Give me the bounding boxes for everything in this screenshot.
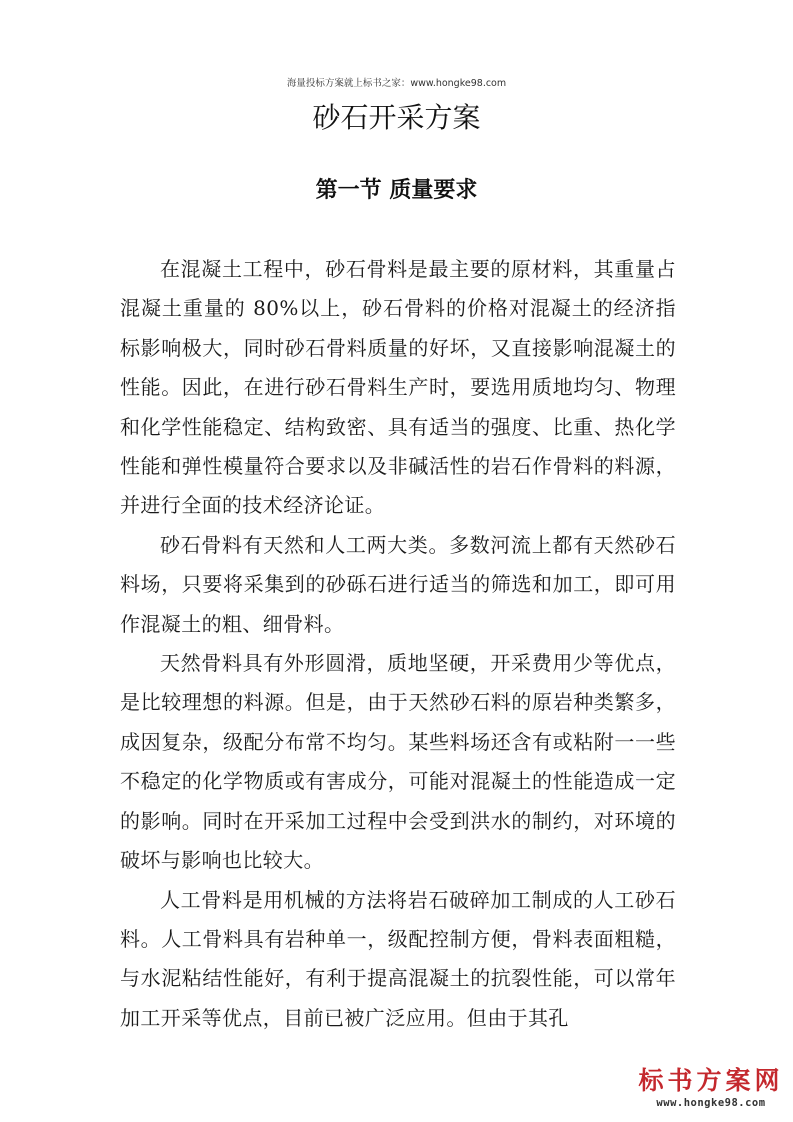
- watermark-brand: 标书方案网: [638, 1066, 784, 1095]
- document-body: [120, 250, 676, 1038]
- paragraph-4: 人工骨料是用机械的方法将岩石破碎加工制成的人工砂石料。人工骨料具有岩种单一，级配控制方便，骨料表面粗糙，与水泥粘结性能好，有利于提高混凝土的抗裂性能，可以常年加工开采等优点，目前已被广泛应用。但由于其孔: [120, 887, 676, 1030]
- section-title: 第一节 质量要求: [315, 178, 478, 203]
- watermark-logo: [636, 1066, 786, 1110]
- header-source-note: 海量投标方案就上标书之家：www.hongke98.com: [286, 78, 507, 89]
- paragraph-2: 砂石骨料有天然和人工两大类。多数河流上都有天然砂石料场，只要将采集到的砂砾石进行适当的筛选和加工，即可用作混凝土的粗、细骨料。: [120, 532, 676, 636]
- watermark-url: www.hongke98.com: [656, 1097, 766, 1109]
- paragraph-1: 在混凝土工程中，砂石骨料是最主要的原材料，其重量占混凝土重量的 80%以上，砂石骨料的价格对混凝土的经济指标影响极大，同时砂石骨料质量的好坏，又直接影响混凝土的性能。因此，在进行砂石骨料生产时，要选用质地均匀、物理和化学性能稳定、结构致密、具有适当的强度、比重、热化学性能和弹性模量符合要求以及非碱活性的岩石作骨料的料源，并进行全面的技术经济论证。: [120, 257, 676, 518]
- document-title: 砂石开采方案: [312, 101, 481, 134]
- paragraph-3: 天然骨料具有外形圆滑，质地坚硬，开采费用少等优点，是比较理想的料源。但是，由于天然砂石料的原岩种类繁多，成因复杂，级配分布常不均匀。某些料场还含有或粘附一一些不稳定的化学物质或有害成分，可能对混凝土的性能造成一定的影响。同时在开采加工过程中会受到洪水的制约，对环境的破坏与影响也比较大。: [120, 651, 676, 873]
